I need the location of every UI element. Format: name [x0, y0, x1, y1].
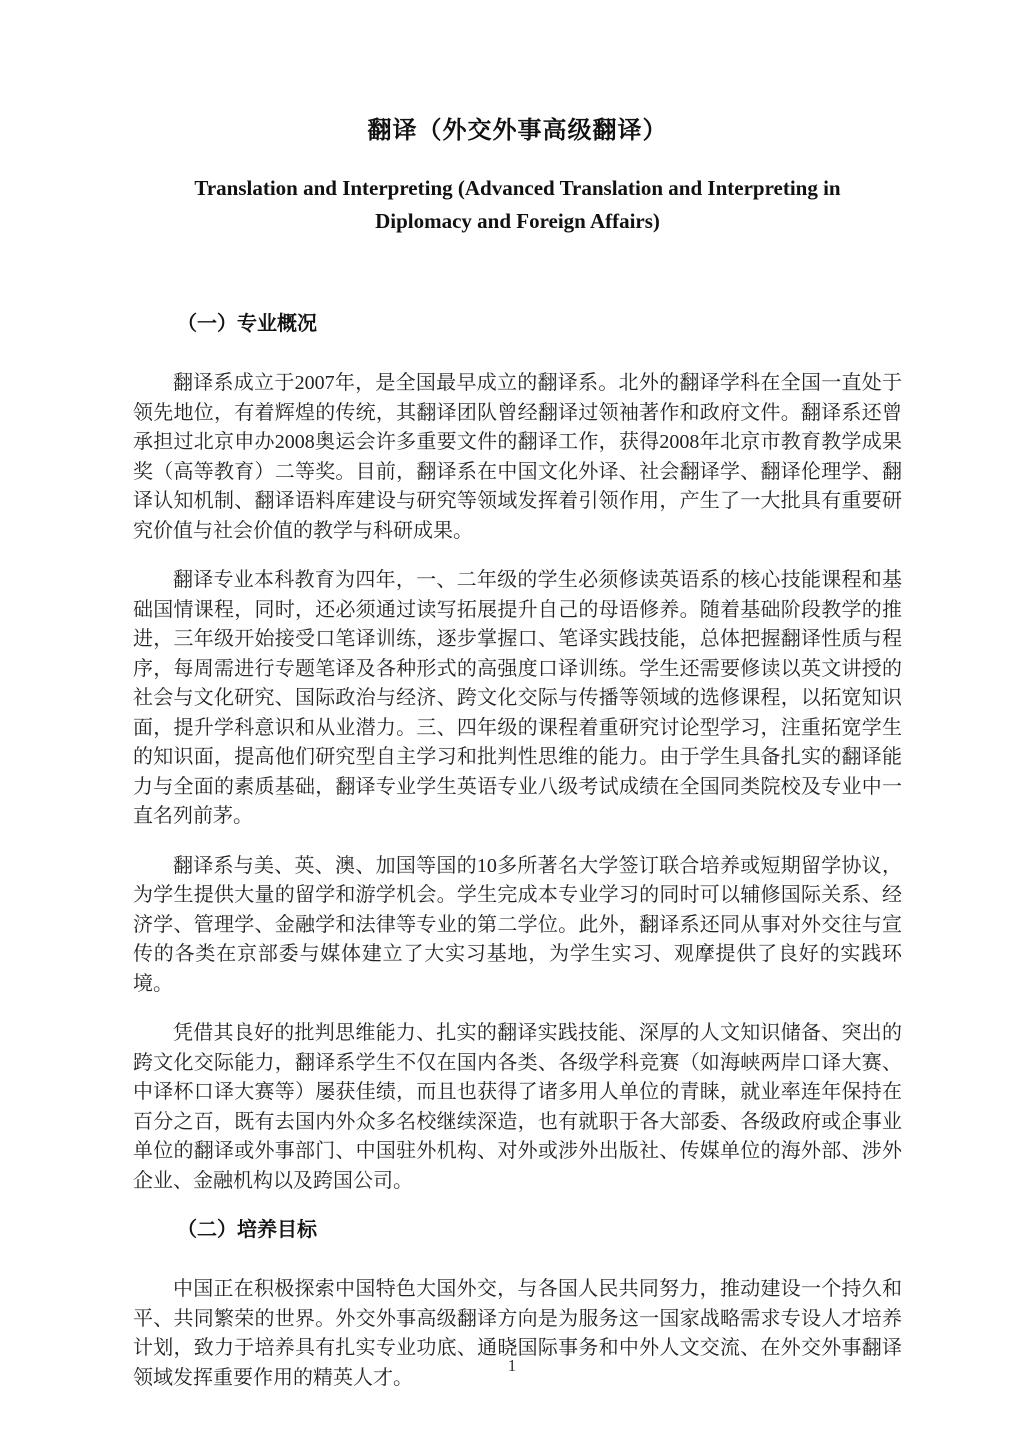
paragraph: 中国正在积极探索中国特色大国外交，与各国人民共同努力，推动建设一个持久和平、共同繁荣的世界。外交外事高级翻译方向是为服务这一国家战略需求专设人才培养计划，致力于培养具有扎实专业功底、通晓国际事务和中外人文交流、在外交外事翻译领域发挥重要作用的精英人才。 — [133, 1278, 902, 1389]
page-number: 1 — [507, 1356, 517, 1375]
document-title-en-line2: Diplomacy and Foreign Affairs) — [375, 209, 660, 233]
document-title-zh: 翻译（外交外事高级翻译） — [367, 117, 668, 144]
section-training-goals-heading: （二）培养目标 — [177, 1219, 317, 1241]
paragraph: 翻译系成立于2007年，是全国最早成立的翻译系。北外的翻译学科在全国一直处于领先地位，有着辉煌的传统，其翻译团队曾经翻译过领袖著作和政府文件。翻译系还曾承担过北京申办2008奥运会许多重要文件的翻译工作，获得2008年北京市教育教学成果奖（高等教育）二等奖。目前，翻译系在中国文化外译、社会翻译学、翻译伦理学、翻译认知机制、翻译语料库建设与研究等领域发挥着引领作用，产生了一大批具有重要研究价值与社会价值的教学与科研成果。 — [133, 372, 902, 542]
paragraph: 翻译专业本科教育为四年，一、二年级的学生必须修读英语系的核心技能课程和基础国情课程，同时，还必须通过读写拓展提升自己的母语修养。随着基础阶段教学的推进，三年级开始接受口笔译训练，逐步掌握口、笔译实践技能，总体把握翻译性质与程序，每周需进行专题笔译及各种形式的高强度口译训练。学生还需要修读以英文讲授的社会与文化研究、国际政治与经济、跨文化交际与传播等领域的选修课程，以拓宽知识面，提升学科意识和从业潜力。三、四年级的课程着重研究讨论型学习，注重拓宽学生的知识面，提高他们研究型自主学习和批判性思维的能力。由于学生具备扎实的翻译能力与全面的素质基础，翻译专业学生英语专业八级考试成绩在全国同类院校及专业中一直名列前茅。 — [133, 569, 902, 827]
document-title-en-line1: Translation and Interpreting (Advanced Translation and Interpreting in — [194, 176, 841, 200]
paragraph: 凭借其良好的批判思维能力、扎实的翻译实践技能、深厚的人文知识储备、突出的跨文化交际能力，翻译系学生不仅在国内各类、各级学科竞赛（如海峡两岸口译大赛、中译杯口译大赛等）屡获佳绩，而且也获得了诸多用人单位的青睐，就业率连年保持在百分之百，既有去国内外众多名校继续深造，也有就职于各大部委、各级政府或企事业单位的翻译或外事部门、中国驻外机构、对外或涉外出版社、传媒单位的海外部、涉外企业、金融机构以及跨国公司。 — [133, 1022, 902, 1192]
paragraph: 翻译系与美、英、澳、加国等国的10多所著名大学签订联合培养或短期留学协议，为学生提供大量的留学和游学机会。学生完成本专业学习的同时可以辅修国际关系、经济学、管理学、金融学和法律等专业的第二学位。此外，翻译系还同从事对外交往与宣传的各类在京部委与媒体建立了大实习基地，为学生实习、观摩提供了良好的实践环境。 — [133, 854, 902, 995]
document-title-en — [133, 172, 902, 238]
section-overview-heading: （一）专业概况 — [177, 313, 317, 335]
section-overview — [133, 310, 902, 1196]
